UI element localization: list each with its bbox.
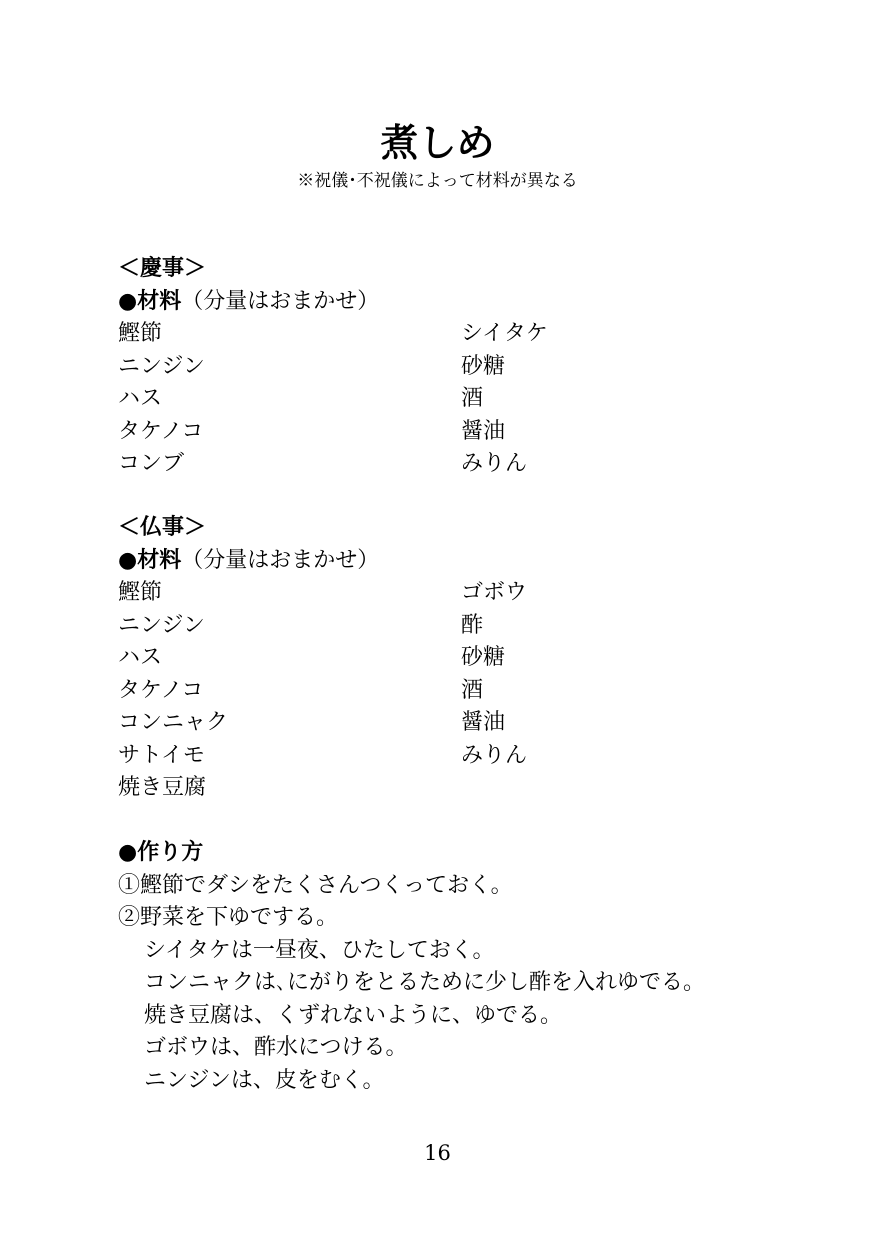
materials-note: （分量はおまかせ）	[181, 547, 380, 573]
butsuji-ingredients	[118, 577, 818, 805]
ingredient-item: ニンジン	[118, 353, 205, 379]
ingredient-item: サトイモ	[118, 742, 205, 768]
method-substep: ニンジンは、皮をむく。	[144, 1067, 385, 1093]
page-title: 煮しめ	[380, 121, 495, 165]
ingredient-item: みりん	[461, 451, 528, 476]
butsuji-heading: ＜仏事＞	[118, 515, 207, 540]
ingredient-item: ハス	[118, 386, 163, 411]
ingredient-item: 醤油	[461, 710, 506, 735]
butsuji-materials-heading	[118, 545, 818, 578]
ingredient-item: 醤油	[461, 418, 506, 444]
keiji-heading: ＜慶事＞	[118, 256, 207, 281]
ingredient-item: ゴボウ	[461, 580, 528, 605]
ingredient-item: 鰹節	[118, 580, 163, 605]
method-heading: ●作り方	[118, 840, 204, 865]
ingredient-item: タケノコ	[118, 677, 204, 703]
ingredient-item: ハス	[118, 645, 163, 670]
ingredient-item: 酢	[461, 612, 484, 638]
materials-label: ●材料	[118, 288, 182, 314]
keiji-ingredients	[118, 318, 818, 481]
materials-label: ●材料	[118, 547, 182, 573]
keiji-materials-heading	[118, 286, 818, 319]
ingredient-item: 酒	[461, 677, 484, 703]
ingredient-item: 焼き豆腐	[118, 775, 207, 800]
ingredient-item: タケノコ	[118, 418, 204, 444]
ingredient-item: みりん	[461, 742, 528, 768]
materials-note: （分量はおまかせ）	[181, 288, 380, 314]
ingredient-item: コンニャク	[118, 710, 229, 735]
keiji-section	[118, 253, 818, 481]
method-substep: コンニャクは､にがりをとるために少し酢を入れゆでる。	[144, 970, 706, 995]
method-substep: ゴボウは、酢水につける。	[144, 1035, 408, 1060]
butsuji-section	[118, 512, 818, 805]
ingredient-item: 砂糖	[461, 353, 506, 379]
ingredient-item: 砂糖	[461, 645, 506, 670]
method-section	[118, 837, 818, 1097]
ingredient-item: 鰹節	[118, 321, 163, 346]
ingredient-item: コンブ	[118, 451, 185, 476]
method-step: ①鰹節でダシをたくさんつくっておく。	[118, 872, 513, 898]
ingredient-empty	[461, 772, 761, 805]
method-step: ②野菜を下ゆでする。	[118, 905, 339, 930]
ingredient-item: 酒	[461, 386, 484, 411]
ingredient-item: ニンジン	[118, 612, 205, 638]
ingredient-item: シイタケ	[461, 321, 548, 346]
method-substep: シイタケは一昼夜、ひたしておく。	[144, 937, 495, 963]
page-number: 16	[424, 1141, 451, 1165]
method-substep: 焼き豆腐は、くずれないように、ゆでる。	[144, 1002, 563, 1028]
page-subtitle: ※祝儀･不祝儀によって材料が異なる	[297, 171, 578, 191]
